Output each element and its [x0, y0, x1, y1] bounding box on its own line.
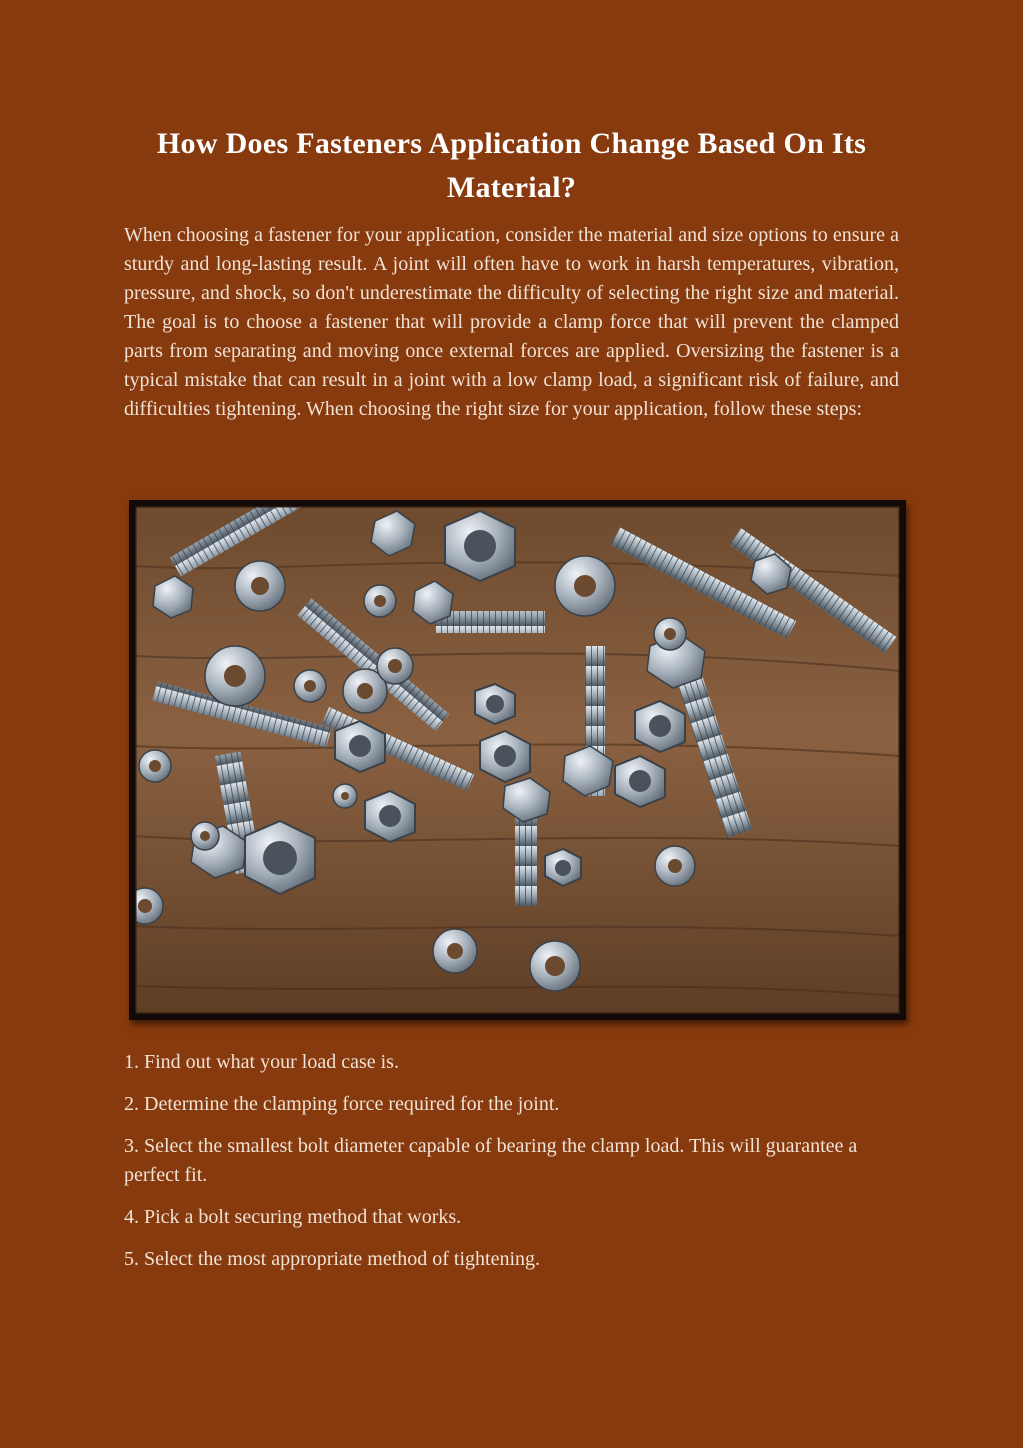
step-item: 1. Find out what your load case is. — [124, 1051, 399, 1073]
intro-paragraph: When choosing a fastener for your application, consider the material and size options to ensure a sturdy and long-lasting result. A joint will often have to work in harsh temperatures, vibration, pressure, and shock, so don't underestimate the difficulty of selecting the right size and material. The goal is to choose a fastener that will provide a clamp force that will prevent the clamped parts from separating and moving once external forces are applied. Oversizing the fastener is a typical mistake that can result in a joint with a low clamp load, a significant risk of failure, and difficulties tightening. When choosing the right size for your application, follow these steps: — [124, 224, 899, 420]
step-item: 2. Determine the clamping force required for the joint. — [124, 1093, 560, 1115]
step-item: 5. Select the most appropriate method of tightening. — [124, 1248, 541, 1270]
fasteners-photo-illustration — [135, 506, 900, 1014]
step-item: 3. Select the smallest bolt diameter capable of bearing the clamp load. This will guarantee a perfect fit. — [124, 1135, 858, 1186]
steps-list — [124, 1048, 904, 1287]
fasteners-photo — [129, 500, 906, 1020]
article-title: How Does Fasteners Application Change Based On Its Material? — [156, 127, 867, 204]
step-item: 4. Pick a bolt securing method that works. — [124, 1206, 462, 1228]
